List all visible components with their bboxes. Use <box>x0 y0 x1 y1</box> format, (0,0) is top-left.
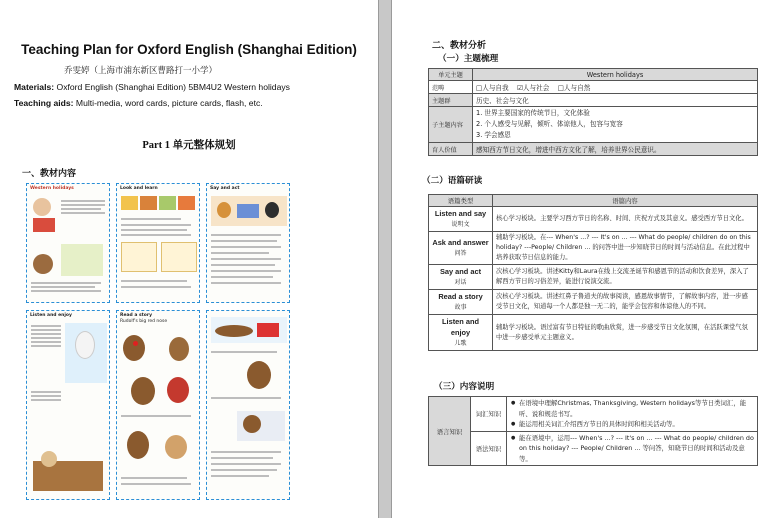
list-item: ● 在语境中理解Christmas, Thanksgiving, Western holidays等节日类词汇，能听、说和规范书写。 <box>511 398 754 419</box>
table-row <box>429 315 758 351</box>
discourse-content: 次核心学习板块。讲述红鼻子鲁道夫的故事阅读，感恩故事情节，了解故事内容，进一步感受节日文化，知道每一个人都是独一无二的，能学会包容和体谅他人的不同。 <box>493 290 758 315</box>
materials-line <box>14 82 290 92</box>
list-item: ● 能在语境中，运用--- When's ...? --- It's on ... --- What do people/ children do on this holiday? --- People/ Children ... 等问答，知晓节日的时间和活动及意等。 <box>511 433 754 465</box>
education-value-key: 育人价值 <box>429 143 473 156</box>
discourse-type: Read a story 故事 <box>429 290 493 315</box>
thumbnail-caption: Western holidays <box>30 186 74 191</box>
discourse-type: Say and act 对话 <box>429 265 493 290</box>
thumbnail-caption: Listen and enjoy <box>30 313 72 318</box>
document-page-right <box>392 0 770 518</box>
textbook-thumbnails <box>26 183 290 503</box>
unit-theme-value: Western holidays <box>473 69 758 81</box>
document-title: Teaching Plan for Oxford English (Shanghai Edition) <box>21 42 357 57</box>
discourse-content: 辅助学习板块。在--- When's ...? --- It's on ... --- What do people/ children do on this holiday? ---People/ Children ... 的问答中进一步知晓节日的时间与活动信息。在此过程中培养获取节日信息的能力。 <box>493 232 758 265</box>
table-row <box>429 232 758 265</box>
checkbox-unchecked-icon: □ <box>557 84 564 92</box>
theme-group-key: 主题群 <box>429 94 473 107</box>
discourse-type: Ask and answer 问答 <box>429 232 493 265</box>
section-heading-textbook: 一、教材内容 <box>22 168 77 178</box>
textbook-page-thumbnail <box>26 183 110 303</box>
checkbox-checked-icon: ☑ <box>517 84 523 92</box>
thumbnail-caption: Read a story <box>120 313 153 318</box>
subtheme-item: 3. 学会感恩 <box>476 131 511 139</box>
vocab-items <box>507 397 758 432</box>
teaching-aids-value: Multi-media, word cards, picture cards, flash, etc. <box>75 98 263 108</box>
materials-label: Materials: <box>14 82 55 92</box>
unit-theme-key: 单元主题 <box>429 69 473 81</box>
category-option: 人与自然 <box>563 84 591 92</box>
grammar-subcategory: 语法知识 <box>471 431 507 466</box>
teaching-aids-line <box>14 98 263 108</box>
category-key: 范畴 <box>429 81 473 94</box>
subheading-content-notes: （三）内容说明 <box>434 382 495 392</box>
page-gutter <box>378 0 392 518</box>
vocab-subcategory: 词汇知识 <box>471 397 507 432</box>
discourse-content: 核心学习板块。主要学习西方节日的名称、时间、庆祝方式及其意义。感受西方节日文化。 <box>493 207 758 232</box>
unit-theme-table <box>428 68 758 156</box>
table-row <box>429 207 758 232</box>
subtheme-item: 1. 世界主要国家的传统节日，文化体验 <box>476 109 590 117</box>
discourse-content: 次核心学习板块。讲述Kitty和Laura在线上交流圣诞节和感恩节的活动和饮食差异，深入了解西方节日的习俗差异，能进行说演交流。 <box>493 265 758 290</box>
textbook-page-thumbnail <box>116 310 200 500</box>
discourse-type: Listen and say 说明文 <box>429 207 493 232</box>
category-option: 人与自我 <box>482 84 509 92</box>
category-cell: 语言知识 <box>429 397 471 466</box>
subheading-discourse: （二）语篇研读 <box>422 176 483 186</box>
thumbnail-caption: Say and act <box>210 186 240 191</box>
discourse-type: Listen and enjoy 儿歌 <box>429 315 493 351</box>
subheading-theme: （一）主题梳理 <box>438 54 499 64</box>
column-header-content: 语篇内容 <box>493 195 758 207</box>
subtheme-list <box>473 107 758 143</box>
author-line: 乔雯婷（上海市浦东新区曹路打一小学） <box>64 66 218 76</box>
category-option: 人与社会 <box>522 84 550 92</box>
section-heading-analysis: 二、教材分析 <box>432 41 487 51</box>
content-notes-table <box>428 396 758 466</box>
thumbnail-subcaption: Rudolf's big red nose <box>120 319 168 324</box>
materials-value: Oxford English (Shanghai Edition) 5BM4U2 Western holidays <box>56 82 290 92</box>
thumbnail-caption: Look and learn <box>120 186 158 191</box>
list-item: ● 能运用相关词汇介绍西方节日的具体时间和相关活动等。 <box>511 419 754 430</box>
teaching-aids-label: Teaching aids: <box>14 98 74 108</box>
textbook-page-thumbnail <box>206 310 290 500</box>
textbook-page-thumbnail <box>206 183 290 303</box>
theme-group-value: 历史、社会与文化 <box>473 94 758 107</box>
checkbox-unchecked-icon: □ <box>476 84 483 92</box>
grammar-items <box>507 431 758 466</box>
textbook-page-thumbnail <box>116 183 200 303</box>
part-title: Part 1 单元整体规划 <box>142 140 236 151</box>
discourse-content: 辅助学习板块。语过富有节日特征的歌曲欣赏，进一步感受节日文化氛围，在活跃课堂气氛中进一步感受单元主题意义。 <box>493 315 758 351</box>
subtheme-key: 子主题内容 <box>429 107 473 143</box>
column-header-type: 语篇类型 <box>429 195 493 207</box>
textbook-page-thumbnail <box>26 310 110 500</box>
document-page-left <box>0 0 378 518</box>
category-options <box>473 81 758 94</box>
education-value-text: 感知西方节日文化，增进中西方文化了解，培养世界公民意识。 <box>473 143 758 156</box>
table-row <box>429 290 758 315</box>
table-row <box>429 265 758 290</box>
discourse-table <box>428 194 758 351</box>
subtheme-item: 2. 个人感受与见解，倾听、体谅他人，包容与宽容 <box>476 120 623 128</box>
